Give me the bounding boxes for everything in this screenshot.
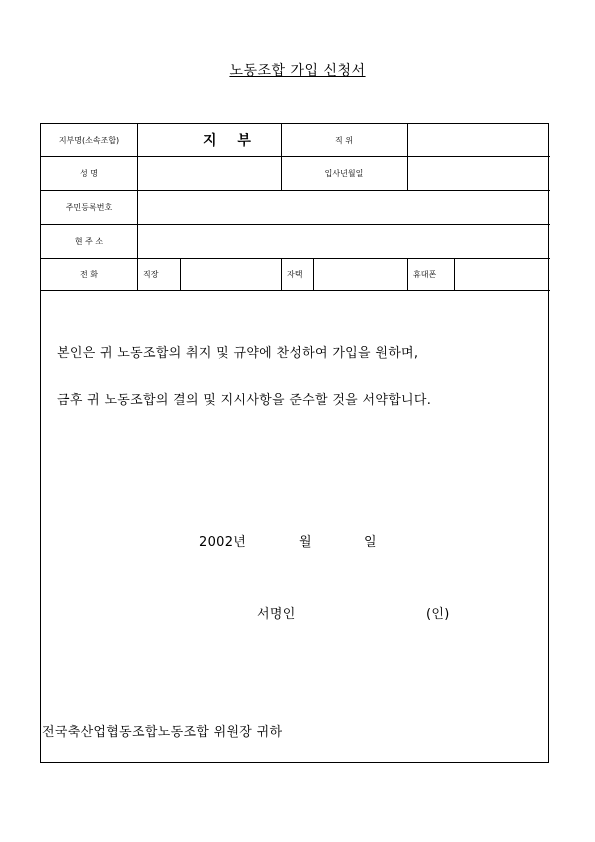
resident-number-field[interactable]	[137, 190, 550, 224]
position-field[interactable]	[407, 124, 550, 156]
mobile-phone-label: 휴대폰	[413, 269, 437, 279]
addressee: 전국축산업협동조합노동조합 위원장 귀하	[42, 725, 283, 740]
join-date-label: 입사년월일	[324, 168, 364, 178]
work-phone-label: 직장	[143, 269, 159, 279]
name-field[interactable]	[137, 156, 281, 190]
address-field[interactable]	[137, 224, 550, 258]
pledge-paragraph-1: 본인은 귀 노동조합의 취지 및 규약에 찬성하여 가입을 원하며,	[57, 346, 419, 361]
form-title: 노동조합 가입 신청서	[229, 63, 366, 79]
branch-name-label: 지부명(소속조합)	[58, 135, 120, 145]
branch-name-field[interactable]: 지 부	[203, 133, 259, 149]
signature-label: 서명인	[257, 607, 296, 622]
phone-label: 전 화	[80, 269, 98, 279]
home-phone-label: 자택	[287, 269, 303, 279]
mobile-phone-field[interactable]	[454, 258, 550, 290]
name-label: 성 명	[80, 168, 98, 178]
table-rule	[41, 290, 550, 291]
address-label: 현 주 소	[74, 236, 104, 246]
work-phone-field[interactable]	[180, 258, 281, 290]
date-day: 일	[364, 535, 377, 550]
seal-mark: (인)	[426, 607, 450, 622]
resident-number-label: 주민등록번호	[65, 202, 113, 212]
join-date-field[interactable]	[407, 156, 550, 190]
position-label: 직 위	[335, 135, 353, 145]
date-year: 2002년	[199, 535, 247, 550]
pledge-paragraph-2: 금후 귀 노동조합의 결의 및 지시사항을 준수할 것을 서약합니다.	[57, 393, 432, 408]
home-phone-field[interactable]	[313, 258, 407, 290]
application-form	[40, 123, 549, 763]
date-month: 월	[299, 535, 312, 550]
